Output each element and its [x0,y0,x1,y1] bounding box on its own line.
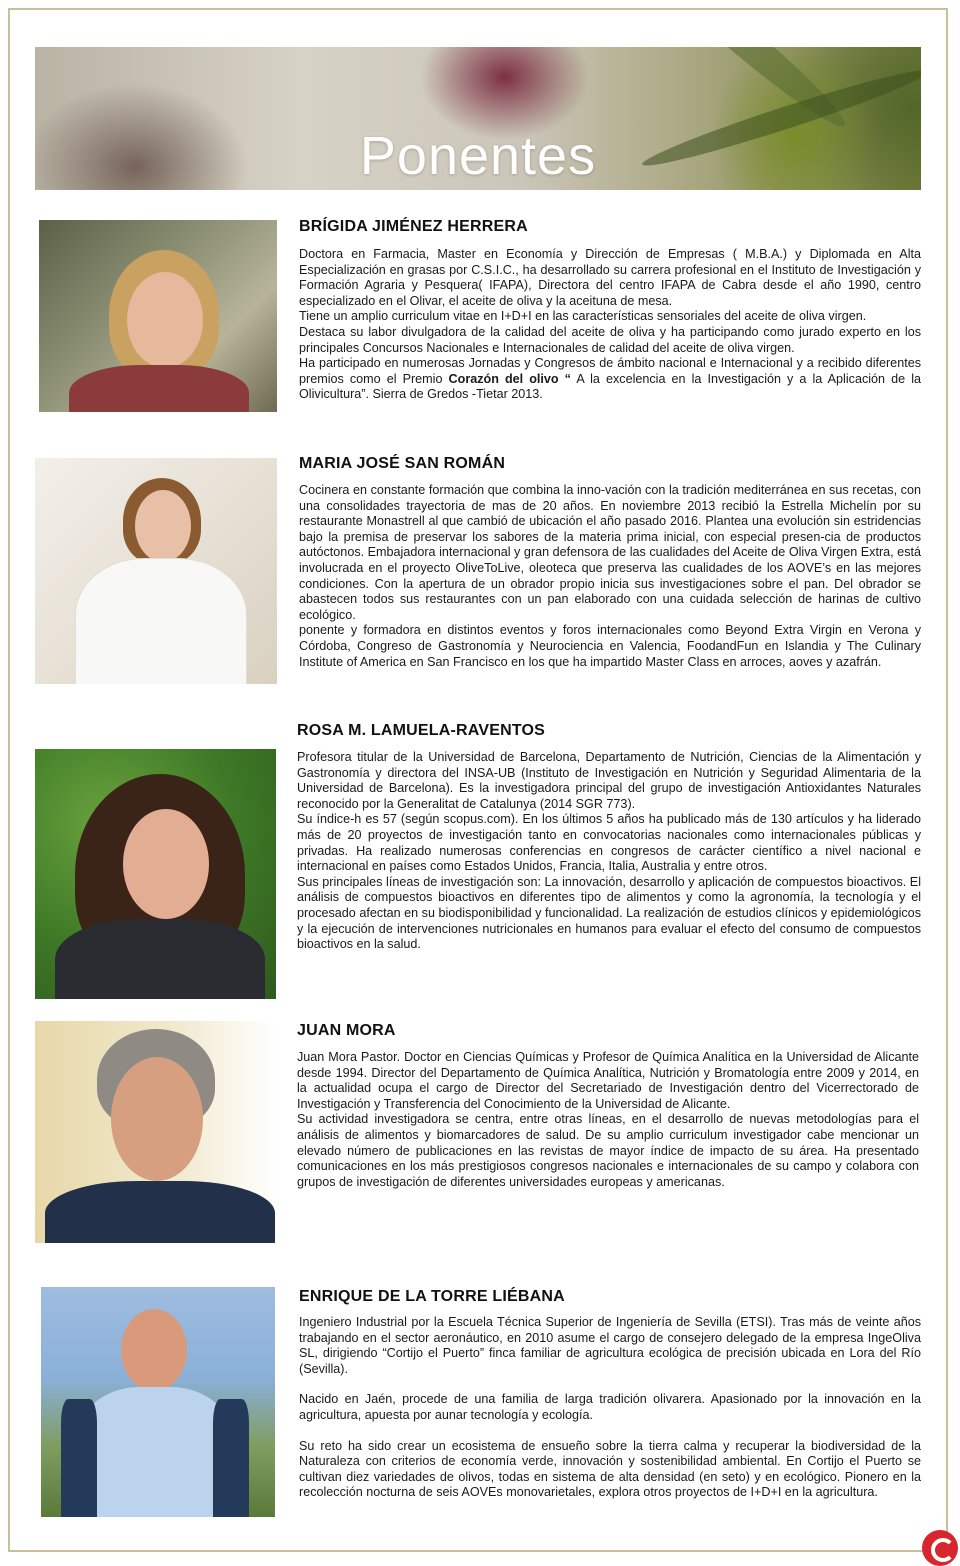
bio-paragraph: Destaca su labor divulgadora de la calidad del aceite de oliva y ha participando como jurado experto en los principales Concursos Nacionales e Internacionales de calidad del aceite de oliva virgen. [299,324,921,355]
page-title: Ponentes [359,126,597,186]
bio-paragraph: Sus principales líneas de investigación son: La innovación, desarrollo y aplicación de compuestos bioactivos. El análisis de compuestos bioactivos en diferentes tipo de alimentos y como la agronomía, la tecnología y el procesado afectan en su biodisponibilidad y funcionalidad. La realización de estudios clínicos y epidemiológicos y la ejecución de intervenciones nutricionales en humanos para evaluar el efecto del consumo de compuestos bioactivos en la salud. [297,874,921,952]
bio-text: A la excelencia en la Investigación y a la Aplicación de la Olivicultura”. Sierra de Gredos -Tietar 2013. [299,371,921,402]
bio-paragraph: Su reto ha sido crear un ecosistema de ensueño sobre la tierra calma y recuperar la biodiversidad de la Naturaleza con criterios de economía verde, innovación y sostenibilidad ambiental. En Cortijo el Puerto se cultivan diez variedades de olivos, todas en sistema de alta densidad (en seto) y en ecológico. Pionero en la recolección nocturna de seis AOVEs monovarietales, explora otros proyectos de I+D+I en la agricultura. [299,1438,921,1500]
bio-paragraph: Su actividad investigadora se centra, entre otras líneas, en el desarrollo de nuevas metodologías para el análisis de alimentos y biomarcadores de salud. De su amplio curriculum investigador cabe mencionar un elevado número de publicaciones en las revistas de mayor índice de impacto de su área. Ha presentado comunicaciones en los más prestigiosos congresos nacionales e internacionales de su campo y colabora con grupos de investigación de diferentes universidades europeas y americanas. [297,1112,919,1189]
bio-paragraph: Cocinera en constante formación que combina la inno-vación con la tradición mediterránea en sus recetas, con una consolidades trayectoria de mas de 20 años. En noviembre 2013 recibió la Estrella Michelín por su restaurante Monastrell al que cambió de ubicación el año pasado 2016. Plantea una evolución sin estridencias bajo la premisa de preservar los sabores de la materia prima inicial, con especial presen-cia de productos autóctonos. Embajadora internacional y gran defensora de las cualidades del Aceite de Oliva Virgen Extra, está involucrada en el proyecto OliveToLive, oleoteca que preserva las cualidades de los AOVE’s en las mejores condiciones. Con la apertura de un obrador propio inicia sus investigaciones sobre el pan. Del obrador se abastecen todos sus restaurantes con un pan elaborado con una cuidada selección de harinas de cultivo ecológico. [299,483,921,622]
speaker-bio [299,483,921,670]
bio-paragraph: Ingeniero Industrial por la Escuela Técnica Superior de Ingeniería de Sevilla (ETSI). Tras más de veinte años trabajando en el sector aeronáutico, en 2010 asume el cargo de consejero delegado de la empresa IngeOliva SL, dirigiendo “Cortijo el Puerto” finca familiar de agricultura ecológica de precisión ubicada en Lora del Río (Sevilla). [299,1315,921,1376]
bio-paragraph: Su índice-h es 57 (según scopus.com). En los últimos 5 años ha publicado más de 130 artículos y ha liderado más de 20 proyectos de investigación tanto en convocatorias nacionales como internacionales públicas y privadas. Ha realizado numerosas conferencias en congresos de carácter científico a nivel nacional e internacional en países como Estados Unidos, Francia, Italia, Australia y entre otros. [297,812,921,874]
speaker-photo-enrique [41,1287,275,1517]
speaker-photo-brigida [39,220,277,412]
bio-paragraph: Profesora titular de la Universidad de Barcelona, Departamento de Nutrición, Ciencias de la Alimentación y Gastronomía y directora del INSA-UB (Instituto de Investigación en Nutrición y Seguridad Alimentaria de la Universidad de Barcelona). Es la investigadora principal del grupo de investigación Antioxidantes Naturales reconocido por la Generalitat de Catalunya (2014 SGR 773). [297,750,921,811]
brand-logo-icon [922,1530,958,1566]
speaker-photo-maria-jose [35,458,277,684]
speaker-bio [297,750,921,953]
bio-paragraph: Nacido en Jaén, procede de una familia de larga tradición olivarera. Apasionado por la innovación en la agricultura, apuesta por aunar tecnología y ecología. [299,1392,921,1422]
speaker-name: MARIA JOSÉ SAN ROMÁN [299,455,506,472]
speaker-photo-juan [35,1021,276,1243]
speaker-name: ROSA M. LAMUELA-RAVENTOS [297,722,546,739]
bio-paragraph: ponente y formadora en distintos eventos y foros internacionales como Beyond Extra Virgin en Verona y Córdoba, Congreso de Gastronomía y Neurociencia en Valencia, FoodandFun en Islandia y The Culinary Institute of America en San Francisco en los que ha impartido Master Class en arroces, aoves y azafrán. [299,623,921,669]
speaker-bio [297,1050,919,1190]
bio-text: Ha participado en numerosas Jornadas y Congresos de ámbito nacional e Internacional y a recibido diferentes premios como el Premio [299,356,921,386]
speaker-name: ENRIQUE DE LA TORRE LIÉBANA [299,1288,565,1305]
bio-paragraph: Tiene un amplio curriculum vitae en I+D+I en las características sensoriales del aceite de oliva virgen. [299,309,867,324]
bio-paragraph: Juan Mora Pastor. Doctor en Ciencias Químicas y Profesor de Química Analítica en la Universidad de Alicante desde 1994. Director del Departamento de Química Analítica, Nutrición y Bromatología entre 2009 y 2014, en la actualidad ocupa el cargo de Director del Secretariado de Investigación dentro del Vicerrectorado de Investigación y Transferencia del Conocimiento de la Universidad de Alicante. [297,1050,919,1111]
bio-paragraph: Doctora en Farmacia, Master en Economía y Dirección de Empresas ( M.B.A.) y Diplomada en Alta Especialización en grasas por C.S.I.C., ha desarrollado su carrera profesional en el Instituto de Investigación y Formación Agraria y Pesquera( IFAPA), Directora del centro IFAPA de Cabra desde el año 1990, centro especializado en el Olivar, el aceite de oliva y la aceituna de mesa. [299,247,921,308]
award-name: Corazón del olivo “ [448,371,571,386]
speaker-photo-rosa [35,749,276,999]
speaker-bio [299,247,921,403]
bio-paragraph [299,356,921,403]
speaker-bio [299,1315,921,1501]
header-banner [35,47,921,190]
speaker-name: BRÍGIDA JIMÉNEZ HERRERA [299,218,528,235]
speaker-name: JUAN MORA [297,1022,396,1039]
